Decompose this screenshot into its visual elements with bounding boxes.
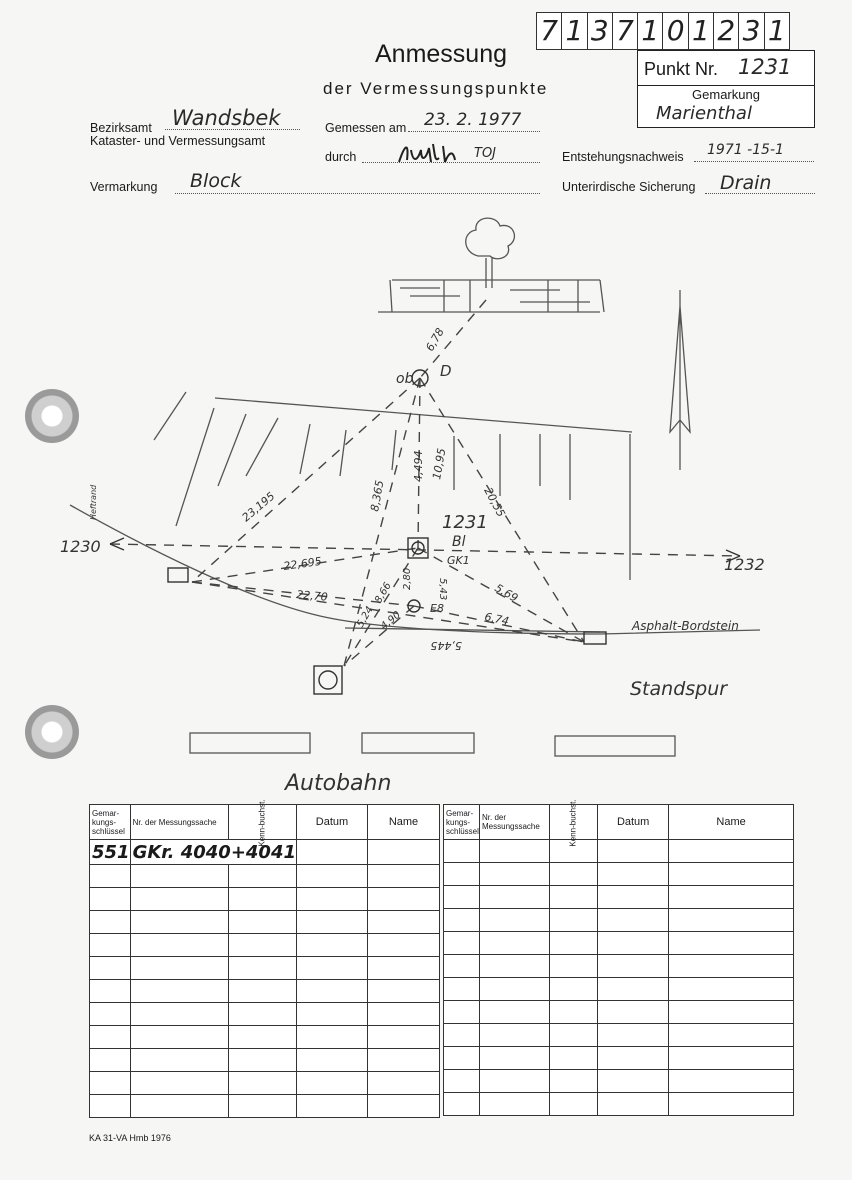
table-cell — [368, 911, 440, 934]
table-cell — [480, 932, 550, 955]
measurement-label: 6,78 — [423, 325, 447, 354]
table-cell — [229, 1049, 297, 1072]
table-cell — [90, 957, 131, 980]
record-table-right — [443, 798, 794, 1116]
label-d: D — [440, 362, 452, 380]
label-point-main: 1231 — [442, 512, 488, 533]
table-cell — [130, 888, 229, 911]
header-kennbuchst: Kenn-buchst. — [229, 805, 297, 840]
measurement-label: 5,24 — [355, 604, 376, 630]
table-row — [444, 886, 794, 909]
table-cell — [444, 932, 480, 955]
measurement-label: 10,95 — [430, 447, 449, 481]
table-cell — [598, 863, 669, 886]
label-point-left: 1230 — [60, 537, 101, 556]
table-cell — [90, 865, 131, 888]
table-cell — [229, 934, 297, 957]
punkt-label: Punkt Nr. — [644, 59, 719, 79]
label-autobahn: Autobahn — [285, 771, 392, 796]
header-nr-messungssache: Nr. der Messungssache — [130, 805, 229, 840]
table-cell — [368, 934, 440, 957]
measurement-label: 5,445 — [430, 639, 462, 652]
survey-sketch — [0, 200, 852, 800]
signature — [395, 138, 475, 168]
table-cell — [598, 978, 669, 1001]
entstehung-value: 1971 -15-1 — [707, 142, 784, 158]
table-cell — [229, 865, 297, 888]
number-digit: 1 — [767, 14, 786, 47]
north-arrow-icon — [670, 290, 690, 470]
document-subtitle: der Vermessungspunkte — [323, 79, 549, 98]
label-heftrand: Heftrand — [89, 484, 98, 520]
table-cell — [130, 865, 229, 888]
number-digit: 1 — [638, 13, 663, 49]
table-cell — [368, 1049, 440, 1072]
table-cell — [297, 911, 368, 934]
table-cell — [444, 1047, 480, 1070]
number-digit: 7 — [613, 13, 638, 49]
table-cell — [550, 1024, 598, 1047]
table-cell — [229, 911, 297, 934]
label-ob: ob — [396, 371, 414, 387]
measurement-label: 8,66 — [373, 580, 394, 606]
gemarkung-value: Marienthal — [656, 103, 752, 124]
number-digit: 7 — [537, 13, 562, 49]
table-cell — [297, 957, 368, 980]
table-row — [444, 1024, 794, 1047]
table-cell — [229, 1003, 297, 1026]
measurement-label: 6,74 — [483, 610, 511, 629]
table-row — [90, 1049, 440, 1072]
cell-schluessel: 551 — [90, 840, 131, 865]
table-row — [444, 863, 794, 886]
measurement-label: 4,90 — [378, 609, 403, 633]
cell-nr: GKr. 4040+4041 — [130, 840, 296, 865]
table-cell — [229, 888, 297, 911]
table-cell — [368, 1072, 440, 1095]
table-cell — [297, 980, 368, 1003]
table-cell — [550, 978, 598, 1001]
sicherung-value: Drain — [720, 172, 772, 194]
number-digit: 1 — [689, 13, 714, 49]
table-cell — [368, 865, 440, 888]
table-cell — [598, 909, 669, 932]
table-cell — [297, 865, 368, 888]
number-digit: 3 — [739, 13, 764, 49]
table-cell — [297, 934, 368, 957]
gemessen-value: 23. 2. 1977 — [424, 110, 522, 130]
table-cell — [669, 932, 794, 955]
kataster-label: Kataster- und Vermessungsamt — [90, 134, 266, 148]
document-number-boxes — [536, 12, 790, 50]
header-datum: Datum — [598, 805, 669, 840]
table-cell — [297, 1026, 368, 1049]
table-cell — [130, 957, 229, 980]
tree-icon — [466, 218, 515, 259]
measurement-label: 5,69 — [492, 581, 521, 605]
table-cell — [444, 909, 480, 932]
table-cell — [368, 980, 440, 1003]
number-digit: 3 — [588, 13, 613, 49]
table-row — [90, 888, 440, 911]
table-row — [90, 1026, 440, 1049]
measurement-label: 2,80 — [402, 567, 413, 590]
table-cell — [368, 1003, 440, 1026]
table-row — [444, 1001, 794, 1024]
table-cell — [480, 1001, 550, 1024]
table-cell — [480, 978, 550, 1001]
table-row — [444, 955, 794, 978]
label-e8: E8 — [430, 602, 444, 615]
measurement-label: 8,365 — [368, 479, 387, 513]
table-cell — [444, 1093, 480, 1116]
table-cell — [130, 980, 229, 1003]
table-cell — [598, 886, 669, 909]
table-cell — [669, 978, 794, 1001]
table-cell — [444, 863, 480, 886]
table-cell — [90, 1049, 131, 1072]
label-standspur: Standspur — [630, 678, 728, 700]
table-cell — [669, 1047, 794, 1070]
label-point-right: 1232 — [724, 555, 765, 574]
table-cell — [598, 840, 669, 863]
table-cell — [130, 1072, 229, 1095]
table-cell — [598, 955, 669, 978]
table-cell — [480, 886, 550, 909]
table-cell — [130, 934, 229, 957]
table-cell — [90, 1026, 131, 1049]
punkt-value: 1231 — [738, 55, 792, 79]
table-cell — [297, 1049, 368, 1072]
table-cell — [480, 840, 550, 863]
table-row — [444, 932, 794, 955]
header-datum: Datum — [297, 805, 368, 840]
table-cell — [368, 957, 440, 980]
number-digit: 2 — [714, 13, 739, 49]
table-cell — [598, 1047, 669, 1070]
table-cell — [368, 888, 440, 911]
table-row — [90, 865, 440, 888]
table-row — [444, 1093, 794, 1116]
table-cell — [550, 955, 598, 978]
table-cell — [598, 1001, 669, 1024]
table-cell — [229, 980, 297, 1003]
vermarkung-value: Block — [190, 170, 242, 192]
table-cell — [130, 1026, 229, 1049]
table-cell — [669, 886, 794, 909]
durch-label: durch — [325, 150, 357, 164]
header-name: Name — [669, 805, 794, 840]
table-cell — [229, 1095, 297, 1118]
header-name: Name — [368, 805, 440, 840]
measurement-label: 23,195 — [239, 489, 278, 525]
measurement-label: 4,494 — [412, 450, 425, 482]
table-cell — [368, 1095, 440, 1118]
table-row — [90, 980, 440, 1003]
table-cell — [550, 909, 598, 932]
table-cell — [669, 909, 794, 932]
table-cell — [444, 1001, 480, 1024]
table-cell — [229, 957, 297, 980]
bezirksamt-label: Bezirksamt — [90, 121, 152, 135]
table-cell — [90, 934, 131, 957]
table-row — [90, 957, 440, 980]
table-cell — [480, 1070, 550, 1093]
measurement-label: 22,70 — [295, 588, 329, 604]
table-cell — [598, 932, 669, 955]
table-cell — [480, 909, 550, 932]
table-cell — [297, 1095, 368, 1118]
table-cell — [480, 1093, 550, 1116]
table-cell — [90, 1072, 131, 1095]
label-point-main-sub: Bl — [452, 534, 466, 550]
table-cell — [444, 840, 480, 863]
label-gk1: GK1 — [447, 554, 470, 567]
table-cell — [90, 980, 131, 1003]
table-cell — [598, 1070, 669, 1093]
measurement-label: 22,695 — [282, 554, 323, 573]
table-cell — [297, 888, 368, 911]
table-row — [444, 840, 794, 863]
table-cell — [480, 863, 550, 886]
header-nr-messungssache: Nr. der Messungssache — [480, 805, 550, 840]
table-row — [444, 1047, 794, 1070]
form-footer: KA 31-VA Hmb 1976 — [89, 1133, 171, 1143]
table-cell — [229, 1072, 297, 1095]
table-cell — [480, 1024, 550, 1047]
table-cell — [90, 911, 131, 934]
table-cell — [550, 886, 598, 909]
measurement-label: 5,43 — [437, 578, 448, 601]
number-digit: 0 — [663, 13, 688, 49]
document-title: Anmessung — [375, 40, 508, 68]
table-cell — [669, 1001, 794, 1024]
table-cell — [368, 1026, 440, 1049]
table-cell — [598, 1024, 669, 1047]
table-cell — [669, 840, 794, 863]
table-cell — [480, 955, 550, 978]
table-row — [90, 1003, 440, 1026]
gemessen-label: Gemessen am — [325, 121, 407, 135]
table-cell — [669, 1024, 794, 1047]
measurement-label: 20,55 — [481, 485, 508, 520]
table-cell — [90, 1095, 131, 1118]
record-table-left — [89, 798, 440, 1118]
table-cell — [130, 911, 229, 934]
table-cell — [130, 1095, 229, 1118]
table-cell — [444, 1024, 480, 1047]
table-cell — [130, 1049, 229, 1072]
table-cell — [130, 1003, 229, 1026]
table-cell — [297, 1003, 368, 1026]
table-cell — [550, 1070, 598, 1093]
bezirksamt-value: Wandsbek — [172, 106, 281, 130]
header-kennbuchst: Kenn-buchst. — [550, 805, 598, 840]
gemarkung-label: Gemarkung — [692, 87, 760, 102]
table-cell — [444, 1070, 480, 1093]
entstehung-label: Entstehungsnachweis — [562, 150, 684, 164]
table-cell — [444, 978, 480, 1001]
table-cell — [90, 888, 131, 911]
header-gemarkungsschluessel: Gemar-kungs-schlüssel — [444, 805, 480, 840]
table-cell — [550, 1001, 598, 1024]
number-digit: 1 — [562, 13, 587, 49]
table-row — [444, 978, 794, 1001]
table-row — [90, 911, 440, 934]
label-asphalt: Asphalt-Bordstein — [632, 619, 739, 633]
table-row — [90, 1095, 440, 1118]
table-row — [444, 909, 794, 932]
durch-value: TOJ — [474, 146, 497, 161]
table-cell — [550, 863, 598, 886]
table-row — [90, 1072, 440, 1095]
table-cell — [444, 955, 480, 978]
cell-name — [368, 840, 440, 865]
table-cell — [550, 932, 598, 955]
table-cell — [550, 1047, 598, 1070]
sicherung-label: Unterirdische Sicherung — [562, 180, 696, 194]
table-cell — [90, 1003, 131, 1026]
header-gemarkungsschluessel: Gemar-kungs-schlüssel — [90, 805, 131, 840]
table-cell — [669, 1093, 794, 1116]
table-cell — [669, 863, 794, 886]
table-cell — [598, 1093, 669, 1116]
table-cell — [297, 1072, 368, 1095]
table-cell — [669, 955, 794, 978]
table-cell — [229, 1026, 297, 1049]
punkt-box — [637, 50, 815, 128]
table-cell — [480, 1047, 550, 1070]
cell-datum — [297, 840, 368, 865]
table-cell — [444, 886, 480, 909]
table-cell — [550, 1093, 598, 1116]
table-row — [444, 1070, 794, 1093]
table-cell — [669, 1070, 794, 1093]
vermarkung-label: Vermarkung — [90, 180, 158, 194]
table-row — [90, 934, 440, 957]
